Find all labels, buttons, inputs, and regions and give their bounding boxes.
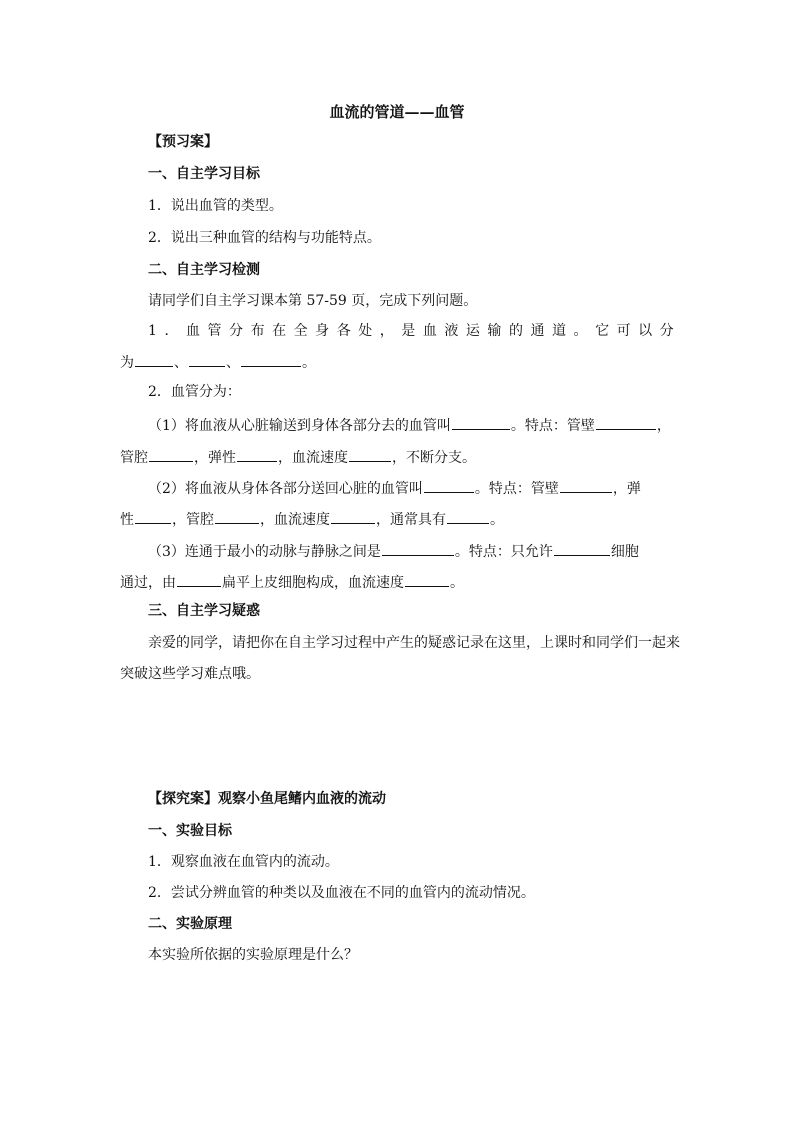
text: 。: [450, 575, 464, 591]
text: ，: [656, 418, 671, 434]
question-1-line1: [148, 321, 674, 341]
principle-question: 本实验所依据的实验原理是什么？: [148, 947, 358, 963]
q1-char: 的: [508, 323, 523, 339]
q1-char: 输: [487, 323, 502, 339]
fill-blank[interactable]: [189, 351, 225, 367]
fill-blank[interactable]: [596, 414, 656, 430]
text: ，血流速度: [278, 450, 348, 466]
q1-char: 以: [638, 323, 653, 339]
q1-char: 液: [444, 323, 459, 339]
text: （2）将血液从身体各部分送回心脏的血管叫: [148, 481, 423, 497]
text: ，弹性: [194, 450, 236, 466]
separator: 、: [226, 355, 240, 371]
q1-char: 1: [148, 323, 157, 339]
text: 细胞: [610, 544, 639, 560]
fill-blank[interactable]: [554, 540, 610, 556]
fill-blank[interactable]: [405, 571, 449, 587]
fill-blank[interactable]: [331, 508, 375, 524]
fill-blank[interactable]: [424, 477, 474, 493]
question-2: 2．血管分为：: [148, 384, 241, 400]
vein-line2: [120, 508, 504, 530]
q1-char: 道: [552, 323, 567, 339]
text: 。特点：管壁: [510, 418, 595, 434]
text: ，管腔: [172, 512, 214, 528]
fill-blank[interactable]: [560, 477, 612, 493]
q1-char: 血: [185, 323, 200, 339]
fill-blank[interactable]: [447, 508, 489, 524]
fill-blank[interactable]: [349, 446, 391, 462]
section-heading-exp-goals: 一、实验目标: [148, 823, 232, 839]
q1-char: 是: [401, 323, 416, 339]
text: 。特点：只允许: [454, 544, 553, 560]
q1-char: 血: [422, 323, 437, 339]
explore-header: 【探究案】观察小鱼尾鳍内血液的流动: [148, 791, 386, 807]
period: 。: [302, 355, 316, 371]
fill-blank[interactable]: [149, 446, 193, 462]
q1-char: ，: [379, 323, 394, 339]
q1-char: 各: [336, 323, 351, 339]
goal-item: 2．说出三种血管的结构与功能特点。: [148, 230, 381, 246]
doubts-text: 突破这些学习难点哦。: [120, 666, 260, 682]
q1-char: 在: [272, 323, 287, 339]
text: （3）连通于最小的动脉与静脉之间是: [148, 544, 381, 560]
exp-goal-item: 2．尝试分辨血管的种类以及血液在不同的血管内的流动情况。: [148, 885, 535, 901]
exp-goal-item: 1．观察血液在血管内的流动。: [148, 854, 339, 870]
q1-char: 处: [358, 323, 373, 339]
q1-char: 分: [229, 323, 244, 339]
text: 管腔: [120, 450, 148, 466]
q1-prefix: 为: [120, 355, 134, 371]
text: 。: [490, 512, 504, 528]
fill-blank[interactable]: [382, 540, 454, 556]
text: ，通常具有: [376, 512, 446, 528]
text: ，不断分支。: [392, 450, 476, 466]
section-heading-principle: 二、实验原理: [148, 916, 232, 932]
fill-blank[interactable]: [135, 351, 173, 367]
fill-blank[interactable]: [452, 414, 510, 430]
text: ，血流速度: [260, 512, 330, 528]
q1-char: 布: [250, 323, 265, 339]
q1-char: 可: [616, 323, 631, 339]
capillary-line2: [120, 571, 464, 593]
q1-char: 运: [465, 323, 480, 339]
text: 性: [120, 512, 134, 528]
doubts-text: 亲爱的同学，请把你在自主学习过程中产生的疑惑记录在这里，上课时和同学们一起来: [148, 635, 680, 651]
text: ，弹: [612, 481, 641, 497]
q1-char: 它: [595, 323, 610, 339]
fill-blank[interactable]: [215, 508, 259, 524]
text: 。特点：管壁: [474, 481, 559, 497]
separator: 、: [174, 355, 188, 371]
section-heading-doubts: 三、自主学习疑惑: [148, 603, 260, 619]
q1-char: 分: [659, 323, 674, 339]
fill-blank[interactable]: [241, 351, 301, 367]
q1-char: 管: [207, 323, 222, 339]
fill-blank[interactable]: [237, 446, 277, 462]
artery-line2: [120, 446, 476, 468]
vein-line1: [148, 477, 641, 499]
goal-item: 1．说出血管的类型。: [148, 198, 283, 214]
q1-char: 全: [293, 323, 308, 339]
section-heading-check: 二、自主学习检测: [148, 262, 260, 278]
check-intro: 请同学们自主学习课本第 57-59 页，完成下列问题。: [148, 293, 478, 309]
page-title: 血流的管道——血管: [329, 103, 465, 121]
q1-char: 通: [530, 323, 545, 339]
fill-blank[interactable]: [177, 571, 221, 587]
preview-header: 【预习案】: [148, 134, 218, 150]
text: 通过，由: [120, 575, 176, 591]
section-heading-goals: 一、自主学习目标: [148, 166, 260, 182]
capillary-line1: [148, 540, 639, 562]
q1-char: 。: [573, 323, 588, 339]
question-1-line2: [120, 351, 316, 373]
text: （1）将血液从心脏输送到身体各部分去的血管叫: [148, 418, 451, 434]
q1-char: ．: [164, 323, 179, 339]
text: 扁平上皮细胞构成，血流速度: [222, 575, 404, 591]
fill-blank[interactable]: [135, 508, 171, 524]
artery-line1: [148, 414, 671, 436]
q1-char: 身: [315, 323, 330, 339]
